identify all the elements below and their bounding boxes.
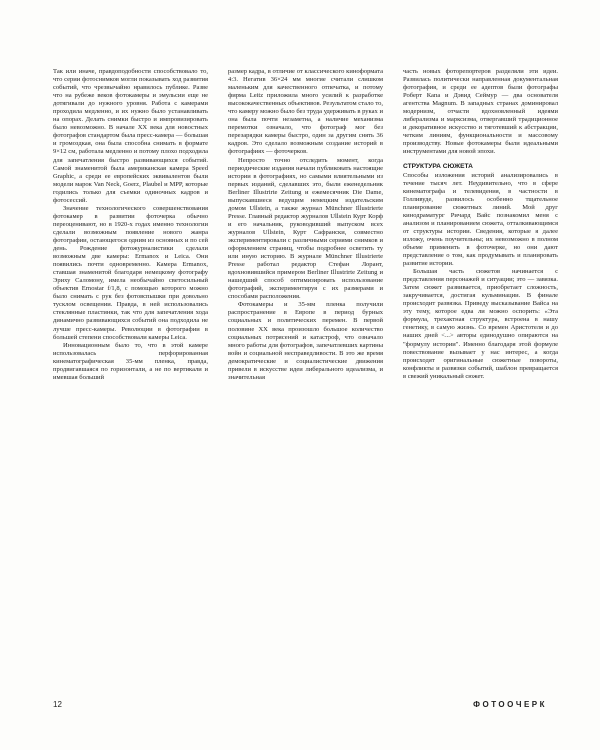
paragraph: Большая часть сюжетов начинается с представления персонажей и ситуации; это — завязка. Затем сюжет развивается, приобретает сложность, закручивается, достигая кульминации. В финале происходит развязка. Приведу высказывание Вайса на эту тему, которое едва ли можно оспорить: «Эта формула, трехактная структура, встроена в нашу генетику, в самую жизнь. Со времен Аристотеля и до наших дней <...> авторы единодушно опираются на "формулу истории". Именно благодаря этой формуле повествование вызывает у нас интерес, а когда происходят оригинальные сюжетные повороты, конфликты и развязки событий, шаблон превращается в свежий уникальный сюжет. — [403, 268, 558, 380]
paragraph: Способы изложения историй анализировались в течение тысяч лет. Неудивительно, что в сфере кинематографа и телевидения, в частности в Голливуде, развилось особенно тщательное планирование сюжетных линий. Мой друг кинодраматург Ричард Вайс познакомил меня с анализом и планированием сюжета, отталкивающимся от структуры истории. Сведения, которые я далее изложу, очень поучительны; их невозможно в полном объеме применить в фоточерке, но они дают представление о том, как продумывать и планировать развитие истории. — [403, 171, 558, 268]
running-section-title: ФОТООЧЕРК — [473, 700, 547, 709]
page-number: 12 — [53, 700, 62, 709]
text-column-1 — [53, 68, 208, 382]
section-heading: СТРУКТУРА СЮЖЕТА — [403, 162, 473, 170]
paragraph: Так или иначе, правдоподобности способствовало то, что серии фотоснимков могли показывать ход развития событий, что чрезвычайно нравилось публике. Разве что на рубеже веков фотокамеры и эмульсии еще не дотягивали до нужного уровня. Работа с камерами проходила медленно, и их нужно было устанавливать на опорах. Делать снимки быстро и импровизировать было невозможно. В начале XX века для новостных фотографов стандартом была пресс-камера — большая и громоздкая, она была способна снимать в формате 9×12 см, работала медленно и потому плохо подходила для запечатления быстро развивающихся событий. Самой знаменитой была американская камера Speed Graphic, а среди ее европейских эквивалентов были модели марок Van Neck, Goerz, Plaubel и MPP, которые годились только для съемки одиночных кадров и фотосессий. — [53, 68, 208, 204]
paragraph: часть новых фоторепортеров разделяли эти идеи. Развилась политически направленная документальная фотография, и среди ее адептов были фотографы Роберт Капа и Дэвид Сеймур — два основателя агентства Magnum. В западных странах доминировал модернизм, отчасти вдохновленный идеями либерализма и марксизма, отвергавший традиционное и декоративное искусство и тяготевший к абстракции, четким линиям, функциональности и массовому производству. Новые фотокамеры были идеальными инструментами для новой эпохи. — [403, 68, 558, 156]
paragraph: Фотокамеры и 35-мм пленка получили распространение в Европе в период бурных социальных и политических перемен. В первой половине XX века произошло большое количество социальных потрясений и катастроф, что означало много работы для фотографов, запечатлевших картины войн и социальной несправедливости. В это же время демократические и социалистические движения привели в искусстве идеи либерального идеализма, и значительная — [228, 301, 383, 381]
page-footer — [53, 700, 547, 709]
text-column-3 — [403, 68, 558, 381]
paragraph: размер кадра, в отличие от классического киноформата 4:3. Негатив 36×24 мм многие считали слишком маленьким для качественного отпечатка, и потому фирма Leitz приложила много усилий к разработке высококачественных объективов. Результатом стало то, что камеру можно было без труда удерживать в руках и она была почти незаметна, а наличие механизма перемотки означало, что фотограф мог без перезарядки камеры быстро, один за другим снять 36 кадров. Это сделало возможным создание историй в фотографиях — фоточерков. — [228, 68, 383, 156]
paragraph: Инновационным было то, что в этой камере использовалась перфорированная кинематографическая 35-мм пленка, правда, продвигавшаяся по горизонтали, а не по вертикали и имевшая больший — [53, 341, 208, 381]
paragraph: Значение технологического совершенствования фотокамер в развитии фоточерка обычно переоценивают, но в 1920-х годах именно технологии сделали возможным появление нового жанра фотографии, остающегося одним из основных и по сей день. Рождение фотожурналистики сделали возможным две камеры: Ermanox и Leica. Они появились почти одновременно. Камера Ermanox, ставшая знаменитой благодаря немецкому фотографу Эриху Саломону, имела необычайно светосильный объектив Ernostar f/1,8, с помощью которого можно было снимать с рук без фотовспышки при довольно тусклом освещении. Правда, в ней использовались стеклянные пластинки, так что для запечатления хода динамично развивающихся событий она подходила не лучше пресс-камеры. Революции в фотографии в большей степени способствовали камеры Leica. — [53, 204, 208, 341]
paragraph: Непросто точно отследить момент, когда периодические издания начали публиковать настоящие истории в фотографиях, но самыми влиятельными из первых изданий, сделавших это, были еженедельник Berliner Illustrirte Zeitung и ежемесячник Die Dame, выпускавшиеся ведущим немецким издательским домом Ullstein, а также журнал Münchner Illustrierte Presse. Главный редактор журналов Ullstein Курт Корф и его начальник, руководивший выпуском всех журналов Ullstein, Курт Сафрански, совместно экспериментировали с различными сериями снимков и оформлением страниц, чтобы подробнее осветить ту или иную историю. В журнале Münchner Illustrierte Presse работал редактор Стефан Лорант, вдохновившийся примером Berliner Illustrirte Zeitung и нашедший способ оптимизировать использование фотографий, экспериментируя с их размерами и способами расположения. — [228, 156, 383, 301]
text-column-2 — [228, 68, 383, 382]
